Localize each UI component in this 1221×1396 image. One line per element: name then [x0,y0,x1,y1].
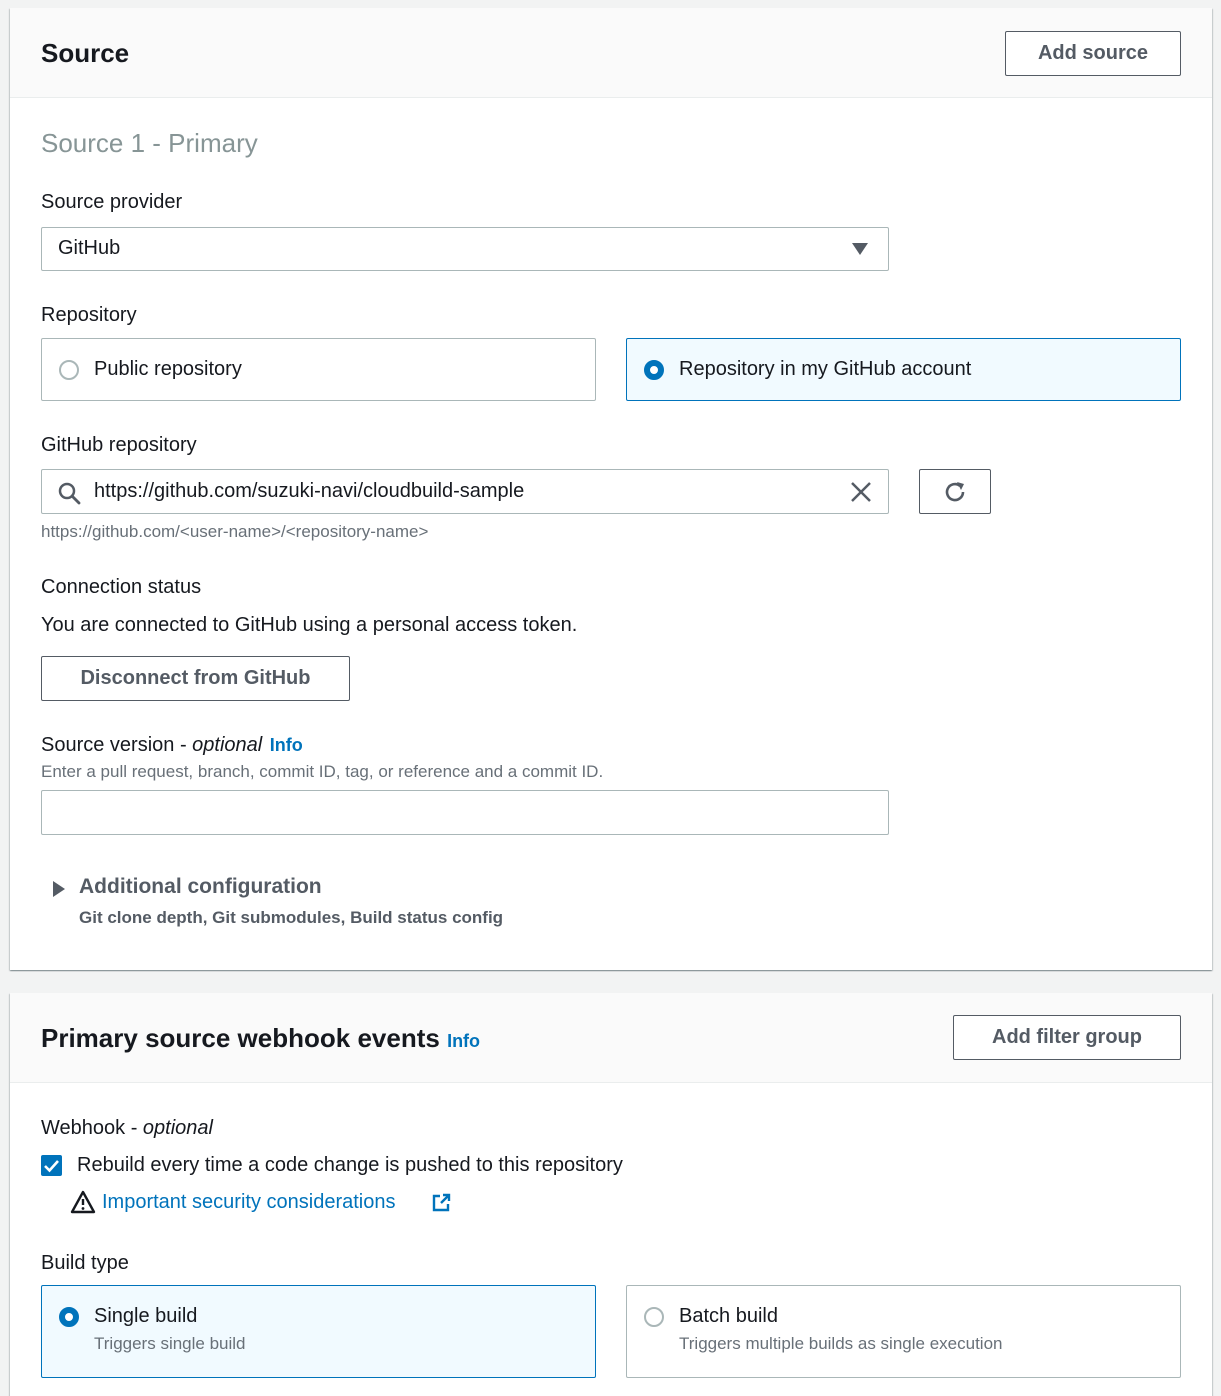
source-version-label [41,734,303,757]
single-build-radio[interactable] [59,1307,79,1327]
github-repository-hint: https://github.com/<user-name>/<repository-name> [41,522,429,541]
refresh-button[interactable] [919,469,991,514]
refresh-icon [942,479,968,505]
rebuild-checkbox-label: Rebuild every time a code change is pushed to this repository [77,1154,623,1176]
additional-configuration-toggle[interactable]: Additional configuration [79,875,322,898]
source-provider-select[interactable] [41,227,889,271]
webhook-label-text: Webhook - [41,1117,143,1139]
source-subtitle: Source 1 - Primary [41,128,258,158]
add-source-button[interactable]: Add source [1005,31,1181,76]
webhook-panel-header [10,993,1212,1083]
build-type-batch[interactable] [626,1285,1181,1378]
source-version-info-link[interactable]: Info [269,735,303,755]
checkmark-icon [41,1155,62,1176]
source-panel-header [10,8,1212,98]
security-considerations-link[interactable]: Important security considerations [102,1191,396,1213]
source-version-label-text: Source version - [41,734,193,756]
github-repository-label: GitHub repository [41,434,197,456]
public-repository-label: Public repository [94,358,242,380]
batch-build-description: Triggers multiple builds as single execution [679,1334,1003,1353]
my-account-repository-label: Repository in my GitHub account [679,358,972,380]
source-panel-title: Source [41,38,130,68]
source-version-input[interactable] [41,790,889,835]
github-repository-input[interactable] [41,469,889,514]
webhook-panel-title-text: Primary source webhook events [41,1023,440,1053]
caret-down-icon [852,242,868,256]
github-repository-value: https://github.com/suzuki-navi/cloudbuild-sample [94,480,525,502]
repository-option-my-account[interactable] [626,338,1181,401]
additional-configuration-description: Git clone depth, Git submodules, Build status config [79,908,504,927]
source-provider-value: GitHub [58,237,121,259]
single-build-description: Triggers single build [94,1334,246,1353]
caret-right-icon[interactable] [52,881,66,897]
webhook-panel [10,993,1212,1396]
clear-icon[interactable] [850,481,872,503]
public-repository-radio[interactable] [59,360,79,380]
repository-option-public[interactable] [41,338,596,401]
connection-status-text: You are connected to GitHub using a personal access token. [41,614,578,636]
source-version-hint: Enter a pull request, branch, commit ID, tag, or reference and a commit ID. [41,762,604,781]
disconnect-github-button[interactable]: Disconnect from GitHub [41,656,350,701]
external-link-icon[interactable] [431,1193,451,1213]
batch-build-radio[interactable] [644,1307,664,1327]
webhook-label [41,1117,213,1140]
build-type-single[interactable] [41,1285,596,1378]
warning-icon [70,1190,96,1214]
add-filter-group-button[interactable]: Add filter group [953,1015,1181,1060]
source-panel [10,8,1212,970]
batch-build-label: Batch build [679,1305,778,1327]
repository-label: Repository [41,304,137,326]
source-provider-label: Source provider [41,191,183,213]
source-version-optional: optional [192,734,263,756]
webhook-optional: optional [142,1117,213,1139]
single-build-label: Single build [94,1305,198,1327]
connection-status-label: Connection status [41,576,202,598]
build-type-label: Build type [41,1252,129,1274]
search-icon [57,481,81,505]
rebuild-checkbox[interactable] [41,1155,62,1176]
webhook-panel-title [41,1023,480,1054]
my-account-repository-radio[interactable] [644,360,664,380]
webhook-info-link[interactable]: Info [447,1031,481,1051]
